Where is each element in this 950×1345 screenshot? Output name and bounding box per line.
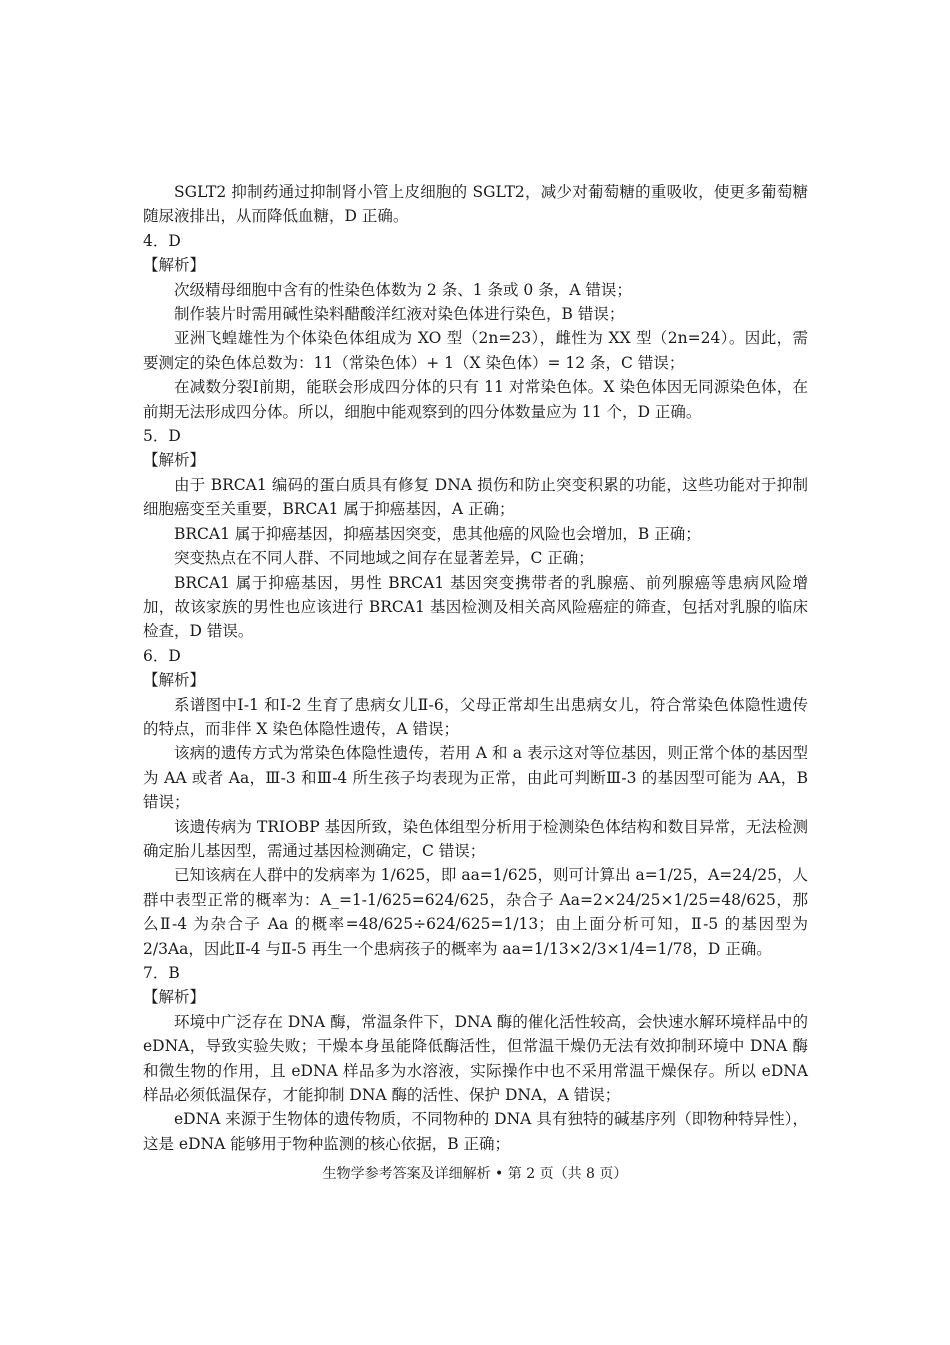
explanation-paragraph: 系谱图中Ⅰ-1 和Ⅰ-2 生育了患病女儿Ⅱ-6，父母正常却生出患病女儿，符合常染色体隐性遗传的特点，而非伴 X 染色体隐性遗传，A 错误； (143, 695, 808, 738)
explanation-paragraph: 环境中广泛存在 DNA 酶，常温条件下，DNA 酶的催化活性较高，会快速水解环境样品中的 eDNA，导致实验失败；干燥本身虽能降低酶活性，但常温干燥仍无法有效抑制环境中 DNA 酶和微生物的作用，且 eDNA 样品多为水溶液，实际操作中也不采用常温干燥保存。所以 eDNA 样品必须低温保存，才能抑制 DNA 酶的活性、保护 DNA，A 错误； (143, 1012, 808, 1105)
explanation-paragraph: SGLT2 抑制药通过抑制肾小管上皮细胞的 SGLT2，减少对葡萄糖的重吸收，使更多葡萄糖随尿液排出，从而降低血糖，D 正确。 (143, 183, 808, 226)
explanation-paragraph: 次级精母细胞中含有的性染色体数为 2 条、1 条或 0 条，A 错误； (174, 280, 632, 299)
answer-content (143, 180, 808, 1156)
section-heading: 5．D (143, 427, 181, 446)
section-heading: 【解析】 (143, 671, 206, 690)
section-heading: 4．D (143, 231, 181, 250)
section-heading: 7．B (143, 964, 180, 982)
explanation-paragraph: BRCA1 属于抑癌基因，男性 BRCA1 基因突变携带者的乳腺癌、前列腺癌等患病风险增加，故该家族的男性也应该进行 BRCA1 基因检测及相关高风险癌症的筛查，包括对乳腺的临床检查，D 错误。 (143, 573, 808, 641)
section-heading: 【解析】 (143, 256, 206, 275)
explanation-paragraph: 突变热点在不同人群、不同地域之间存在显著差异，C 正确； (174, 549, 594, 568)
section-heading: 【解析】 (143, 451, 206, 470)
page-footer: 生物学参考答案及详细解析 • 第 2 页（共 8 页） (322, 1166, 628, 1182)
explanation-paragraph: 该病的遗传方式为常染色体隐性遗传，若用 A 和 a 表示这对等位基因，则正常个体的基因型为 AA 或者 Aa，Ⅲ-3 和Ⅲ-4 所生孩子均表现为正常，由此可判断Ⅲ-3 的基因型可能为 AA，B 错误； (143, 744, 808, 812)
explanation-paragraph: eDNA 来源于生物体的遗传物质，不同物种的 DNA 具有独特的碱基序列（即物种特异性），这是 eDNA 能够用于物种监测的核心依据，B 正确； (143, 1110, 808, 1153)
explanation-paragraph: 在减数分裂Ⅰ前期，能联会形成四分体的只有 11 对常染色体。X 染色体因无同源染色体，在前期无法形成四分体。所以，细胞中能观察到的四分体数量应为 11 个，D 正确。 (143, 378, 808, 421)
section-heading: 【解析】 (143, 988, 206, 1007)
explanation-paragraph: 已知该病在人群中的发病率为 1/625，即 aa=1/625，则可计算出 a=1/25，A=24/25，人群中表型正常的概率为：A_=1-1/625=624/625，杂合子 Aa=2×24/25×1/25=48/625，那么Ⅱ-4 为杂合子 Aa 的概率=48/625÷624/625=1/13；由上面分析可知，Ⅱ-5 的基因型为 2/3Aa，因此Ⅱ-4 与Ⅱ-5 再生一个患病孩子的概率为 aa=1/13×2/3×1/4=1/78，D 正确。 (143, 866, 808, 958)
explanation-paragraph: BRCA1 属于抑癌基因，抑癌基因突变，患其他癌的风险也会增加，B 正确； (174, 524, 701, 543)
explanation-paragraph: 由于 BRCA1 编码的蛋白质具有修复 DNA 损伤和防止突变积累的功能，这些功能对于抑制细胞癌变至关重要，BRCA1 属于抑癌基因，A 正确； (143, 475, 808, 519)
section-heading: 6．D (143, 646, 181, 665)
explanation-paragraph: 制作装片时需用碱性染料醋酸洋红液对染色体进行染色，B 错误； (174, 305, 625, 324)
explanation-paragraph: 亚洲飞蝗雄性为个体染色体组成为 XO 型（2n=23），雌性为 XX 型（2n=24）。因此，需要测定的染色体总数为：11（常染色体）+ 1（X 染色体）= 12 条，C 错误； (143, 329, 808, 372)
explanation-paragraph: 该遗传病为 TRIOBP 基因所致，染色体组型分析用于检测染色体结构和数目异常，无法检测确定胎儿基因型，需通过基因检测确定，C 错误； (143, 817, 808, 860)
